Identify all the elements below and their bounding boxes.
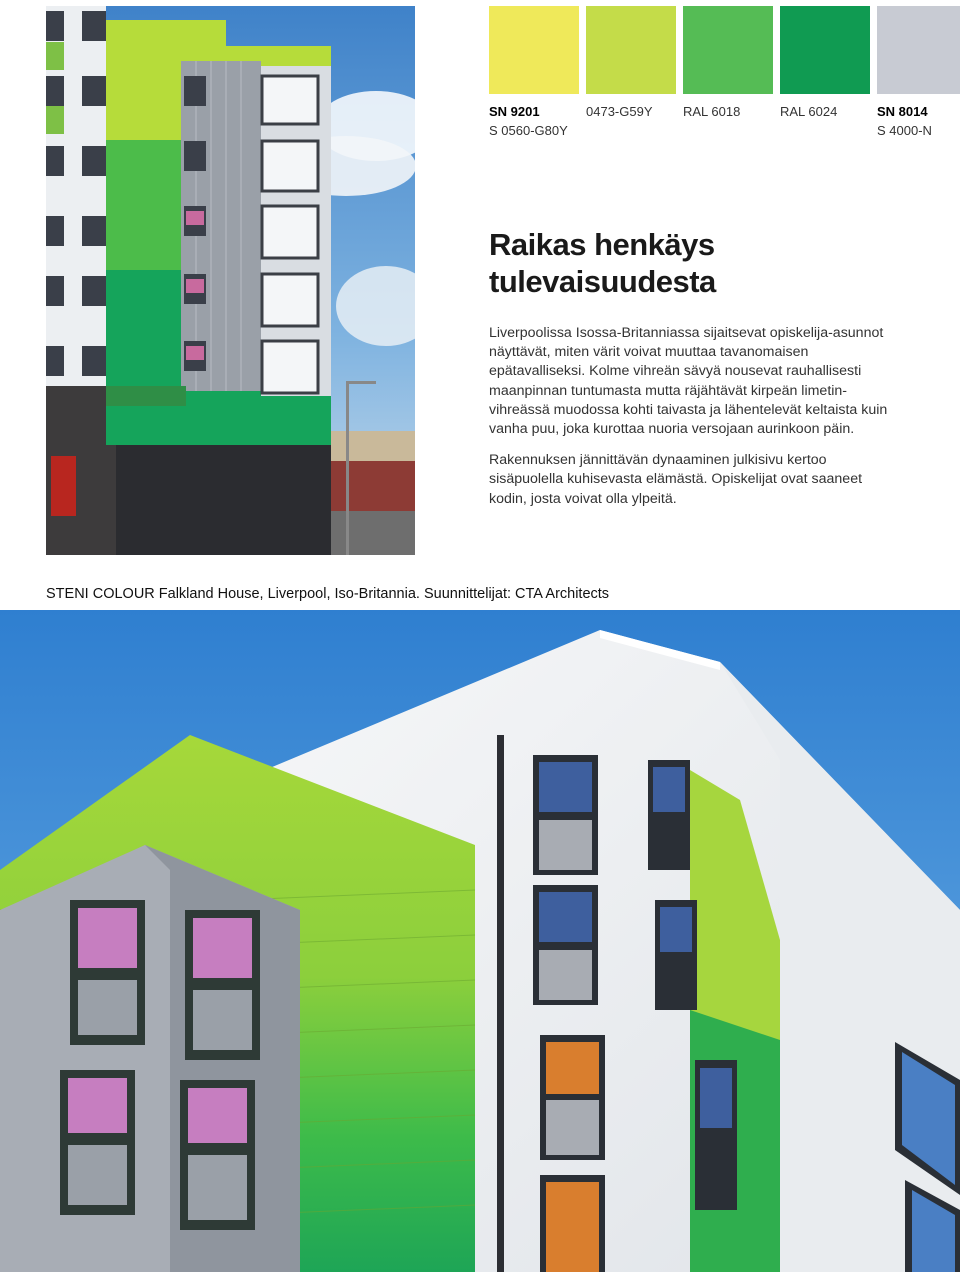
article-body [489,324,889,521]
swatch-code-3: RAL 6018 [683,104,741,119]
swatch-code-2: 0473-G59Y [586,104,653,119]
swatch-code-4: RAL 6024 [780,104,838,119]
color-swatch-1 [489,6,579,94]
swatch-code-5b: S 4000-N [877,123,932,138]
color-swatch-3 [683,6,773,94]
color-swatch-5 [877,6,960,94]
headline [489,226,909,300]
swatch-label-5 [877,102,932,140]
headline-line-2: tulevaisuudesta [489,264,716,299]
color-swatch-4 [780,6,870,94]
body-paragraph-1: Liverpoolissa Isossa-Britanniassa sijaitsevat opiskelija-asunnot näyttävät, miten värit voivat muuttaa tavanomaisen epätavalliseksi. Kolme vihreän sävyä nousevat rauhallisesti maanpinnan tuntumasta mutta räjähtävät kirpeän limetin-vihreässä muodossa kohti taivasta ja lähentelevät keltaista kuin vanha puu, joka kurottaa nuoria versojaan aurinkoon päin. [489,325,888,438]
swatch-code-5a: SN 8014 [877,104,928,119]
building-facade-photo [46,6,415,555]
swatch-code-1b: S 0560-G80Y [489,123,568,138]
swatch-label-4 [780,102,837,121]
swatch-label-1 [489,102,568,140]
headline-line-1: Raikas henkäys [489,227,715,262]
color-swatch-2 [586,6,676,94]
swatch-label-3 [683,102,740,121]
swatch-code-1a: SN 9201 [489,104,540,119]
photo-caption: STENI COLOUR Falkland House, Liverpool, Iso-Britannia. Suunnittelijat: CTA Architects [46,586,610,602]
building-corner-photo [0,610,960,1272]
body-paragraph-2: Rakennuksen jännittävän dynaaminen julkisivu kertoo sisäpuolella kuhisevasta elämästä. Opiskelijat ovat saaneet kodin, josta voivat olla ylpeitä. [489,452,863,507]
swatch-label-2 [586,102,653,121]
